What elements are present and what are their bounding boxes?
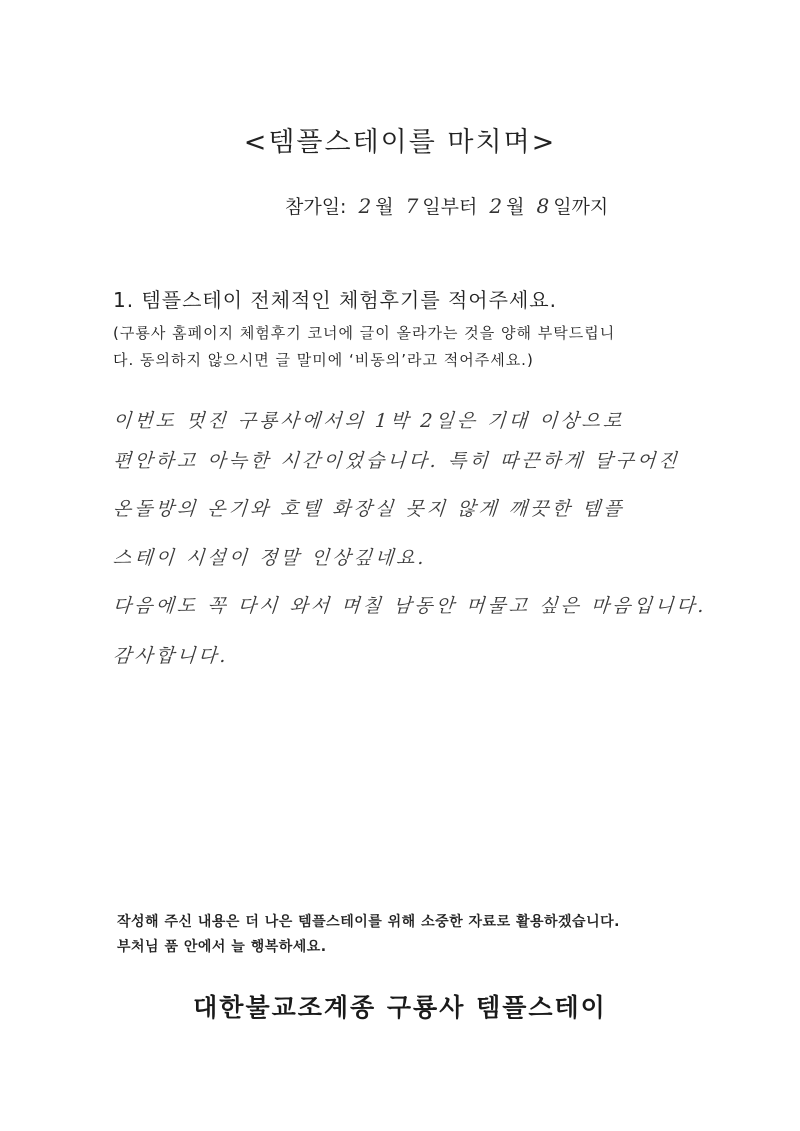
participation-date-row — [285, 192, 610, 219]
organization-name: 대한불교조계종 구룡사 템플스테이 — [193, 993, 607, 1022]
page-title: <템플스테이를 마치며> — [243, 127, 557, 158]
end-month-label: 월 — [506, 196, 525, 218]
start-month-label: 월 — [375, 196, 394, 218]
question-note-line2: 다. 동의하지 않으시면 글 말미에 ‘비동의’라고 적어주세요.) — [113, 351, 534, 369]
participation-label: 참가일: — [285, 196, 347, 218]
end-month-handwritten: 2 — [489, 194, 503, 218]
footer-thanks-line: 작성해 주신 내용은 더 나은 템플스테이를 위해 소중한 자료로 활용하겠습니다. — [117, 914, 620, 930]
from-label: 일부터 — [422, 196, 478, 218]
end-day-handwritten: 8 — [536, 194, 550, 218]
footer-blessing-line: 부처님 품 안에서 늘 행복하세요. — [117, 939, 327, 955]
question-heading: 1. 템플스테이 전체적인 체험후기를 적어주세요. — [113, 288, 557, 312]
question-note-line1: (구룡사 홈페이지 체험후기 코너에 글이 올라가는 것을 양해 부탁드립니 — [113, 324, 616, 342]
start-day-handwritten: 7 — [405, 194, 419, 218]
handwritten-line: 이번도 멋진 구룡사에서의 1박 2일은 기대 이상으로 — [112, 410, 626, 432]
handwritten-line: 스테이 시설이 정말 인상깊네요. — [112, 547, 428, 569]
handwritten-line: 다음에도 꼭 다시 와서 며칠 남동안 머물고 싶은 마음입니다. — [112, 595, 708, 617]
handwritten-line: 온돌방의 온기와 호텔 화장실 못지 않게 깨끗한 템플 — [112, 498, 626, 520]
start-month-handwritten: 2 — [358, 194, 372, 218]
handwritten-line: 감사합니다. — [112, 645, 230, 667]
until-label: 일까지 — [553, 196, 609, 218]
handwritten-line: 편안하고 아늑한 시간이었습니다. 특히 따끈하게 달구어진 — [112, 450, 681, 472]
